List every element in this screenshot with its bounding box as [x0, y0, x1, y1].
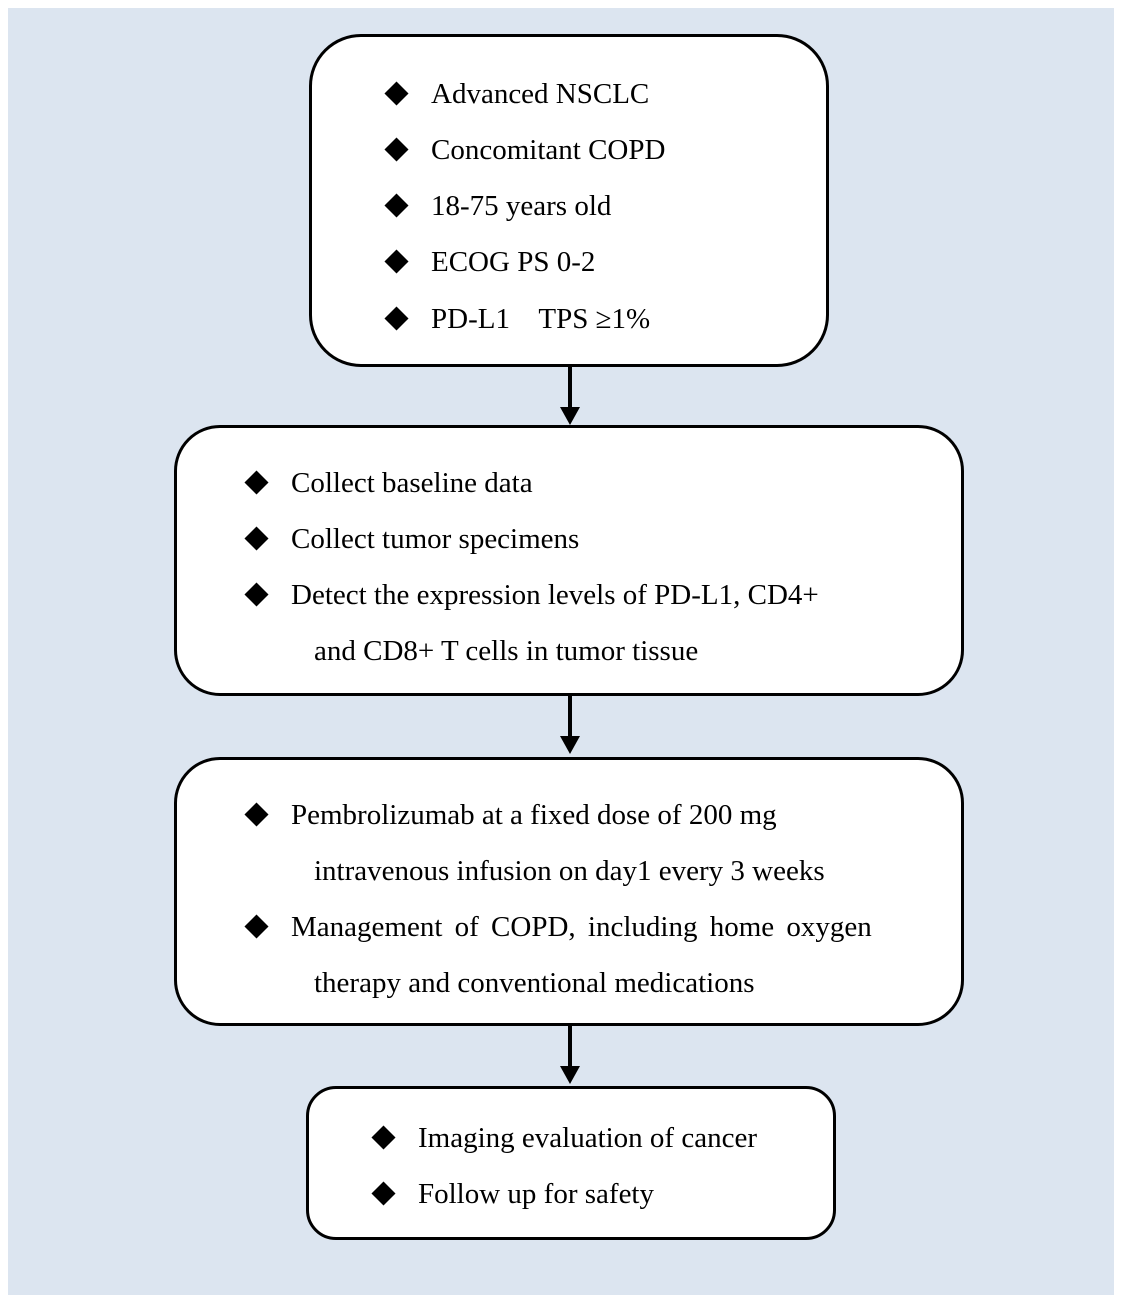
diamond-bullet-icon [384, 137, 408, 161]
diamond-bullet-icon [244, 470, 268, 494]
diamond-bullet-icon [384, 249, 408, 273]
collection-item-continuation: and CD8+ T cells in tumor tissue [314, 635, 699, 667]
arrow-shaft [568, 367, 572, 409]
diamond-bullet-icon [384, 306, 408, 330]
diamond-bullet-icon [244, 582, 268, 606]
diamond-bullet-icon [244, 802, 268, 826]
diamond-bullet-icon [371, 1125, 395, 1149]
treatment-box: Pembrolizumab at a fixed dose of 200 mg intravenous infusion on day1 every 3 weeks Management of COPD, including home oxygen therapy and conventional medications [174, 757, 964, 1026]
treatment-item-continuation: therapy and conventional medications [314, 967, 755, 999]
arrow-head-icon [560, 407, 580, 425]
eligibility-criteria-box: Advanced NSCLC Concomitant COPD 18-75 years old ECOG PS 0-2 PD-L1 TPS ≥1% [309, 34, 829, 367]
diamond-bullet-icon [384, 193, 408, 217]
arrow-head-icon [560, 736, 580, 754]
arrow-shaft [568, 696, 572, 738]
arrow-head-icon [560, 1066, 580, 1084]
diamond-bullet-icon [244, 526, 268, 550]
diamond-bullet-icon [371, 1181, 395, 1205]
follow-up-box: Imaging evaluation of cancer Follow up for safety [306, 1086, 836, 1240]
diamond-bullet-icon [384, 81, 408, 105]
diamond-bullet-icon [244, 914, 268, 938]
treatment-item-continuation: intravenous infusion on day1 every 3 weeks [314, 855, 825, 887]
arrow-shaft [568, 1026, 572, 1068]
baseline-collection-box: Collect baseline data Collect tumor specimens Detect the expression levels of PD-L1, CD4+ and CD8+ T cells in tumor tissue [174, 425, 964, 696]
